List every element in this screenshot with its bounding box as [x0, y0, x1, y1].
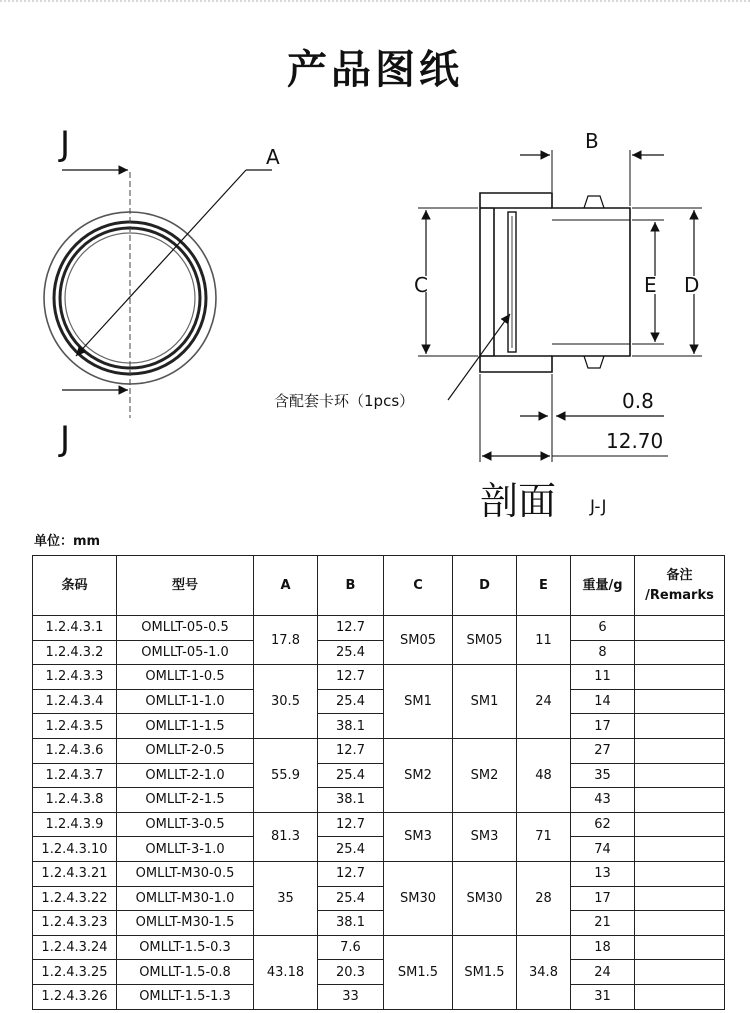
cell-code: 1.2.4.3.4 — [33, 689, 117, 714]
cell-model: OMLLT-2-1.5 — [117, 788, 254, 813]
table-row — [33, 960, 725, 985]
table-row — [33, 714, 725, 739]
cell-weight: 24 — [571, 960, 635, 985]
cell-d: SM05 — [453, 616, 517, 665]
table-row — [33, 911, 725, 936]
header-c: C — [384, 556, 453, 616]
cell-e: 11 — [517, 616, 571, 665]
cell-code: 1.2.4.3.26 — [33, 984, 117, 1009]
dim-label-d: D — [684, 273, 700, 297]
unit-label: 单位：mm — [34, 534, 101, 549]
cell-weight: 35 — [571, 763, 635, 788]
cell-model: OMLLT-M30-0.5 — [117, 861, 254, 886]
cell-model: OMLLT-3-1.0 — [117, 837, 254, 862]
cell-weight: 11 — [571, 665, 635, 690]
cell-model: OMLLT-2-0.5 — [117, 738, 254, 763]
table-row — [33, 665, 725, 690]
cell-b: 12.7 — [318, 861, 384, 886]
cell-remarks — [635, 960, 725, 985]
section-name: J-J — [590, 497, 607, 517]
cell-model: OMLLT-M30-1.5 — [117, 911, 254, 936]
cell-model: OMLLT-1.5-0.3 — [117, 935, 254, 960]
cell-code: 1.2.4.3.23 — [33, 911, 117, 936]
cell-remarks — [635, 763, 725, 788]
dim-label-c: C — [414, 273, 428, 297]
cell-code: 1.2.4.3.22 — [33, 886, 117, 911]
table-row — [33, 886, 725, 911]
cell-d: SM1 — [453, 665, 517, 739]
cell-e: 28 — [517, 861, 571, 935]
section-view — [480, 193, 630, 372]
cell-model: OMLLT-1-1.5 — [117, 714, 254, 739]
cell-model: OMLLT-1-0.5 — [117, 665, 254, 690]
cell-weight: 17 — [571, 714, 635, 739]
cell-model: OMLLT-05-1.0 — [117, 640, 254, 665]
cell-a: 30.5 — [254, 665, 318, 739]
table-row — [33, 738, 725, 763]
table-row — [33, 935, 725, 960]
dim-label-1270: 12.70 — [606, 429, 664, 453]
dim-label-08: 0.8 — [622, 389, 654, 413]
cell-c: SM30 — [384, 861, 453, 935]
cell-code: 1.2.4.3.21 — [33, 861, 117, 886]
cell-c: SM3 — [384, 812, 453, 861]
header-code: 条码 — [33, 556, 117, 616]
cell-a: 35 — [254, 861, 318, 935]
cell-a: 55.9 — [254, 738, 318, 812]
cell-e: 48 — [517, 738, 571, 812]
cell-code: 1.2.4.3.1 — [33, 616, 117, 641]
cell-remarks — [635, 640, 725, 665]
cell-weight: 13 — [571, 861, 635, 886]
front-view — [44, 170, 272, 418]
cell-b: 12.7 — [318, 616, 384, 641]
cell-remarks — [635, 616, 725, 641]
cell-c: SM2 — [384, 738, 453, 812]
cell-b: 25.4 — [318, 640, 384, 665]
header-e: E — [517, 556, 571, 616]
cell-model: OMLLT-1-1.0 — [117, 689, 254, 714]
cell-remarks — [635, 714, 725, 739]
cell-b: 38.1 — [318, 788, 384, 813]
cell-weight: 8 — [571, 640, 635, 665]
cell-e: 71 — [517, 812, 571, 861]
header-remarks-cn: 备注 — [666, 567, 693, 583]
header-a: A — [254, 556, 318, 616]
cell-code: 1.2.4.3.10 — [33, 837, 117, 862]
cell-d: SM3 — [453, 812, 517, 861]
cell-d: SM30 — [453, 861, 517, 935]
cell-model: OMLLT-M30-1.0 — [117, 886, 254, 911]
cell-c: SM1 — [384, 665, 453, 739]
cell-remarks — [635, 984, 725, 1009]
cell-a: 81.3 — [254, 812, 318, 861]
table-row — [33, 861, 725, 886]
table-row — [33, 788, 725, 813]
cell-code: 1.2.4.3.3 — [33, 665, 117, 690]
cell-b: 20.3 — [318, 960, 384, 985]
cell-b: 12.7 — [318, 812, 384, 837]
header-weight: 重量/g — [571, 556, 635, 616]
cell-d: SM1.5 — [453, 935, 517, 1009]
section-mark-top: J — [60, 124, 71, 164]
cell-code: 1.2.4.3.24 — [33, 935, 117, 960]
cell-code: 1.2.4.3.9 — [33, 812, 117, 837]
section-title: 剖面 — [480, 479, 557, 523]
cell-b: 25.4 — [318, 763, 384, 788]
table-header-row — [33, 556, 725, 616]
cell-weight: 17 — [571, 886, 635, 911]
table-row — [33, 984, 725, 1009]
cell-code: 1.2.4.3.7 — [33, 763, 117, 788]
cell-code: 1.2.4.3.2 — [33, 640, 117, 665]
header-remarks — [635, 556, 725, 616]
table-row — [33, 616, 725, 641]
cell-model: OMLLT-2-1.0 — [117, 763, 254, 788]
cell-model: OMLLT-05-0.5 — [117, 616, 254, 641]
cell-b: 7.6 — [318, 935, 384, 960]
cell-remarks — [635, 935, 725, 960]
cell-b: 12.7 — [318, 738, 384, 763]
header-b: B — [318, 556, 384, 616]
header-remarks-en: /Remarks — [645, 587, 714, 603]
cell-d: SM2 — [453, 738, 517, 812]
cell-b: 33 — [318, 984, 384, 1009]
dim-label-b: B — [585, 129, 599, 153]
spec-table — [32, 555, 725, 1010]
cell-b: 38.1 — [318, 714, 384, 739]
cell-weight: 31 — [571, 984, 635, 1009]
cell-code: 1.2.4.3.8 — [33, 788, 117, 813]
cell-weight: 6 — [571, 616, 635, 641]
dim-label-e: E — [644, 273, 657, 297]
cell-remarks — [635, 886, 725, 911]
cell-remarks — [635, 812, 725, 837]
cell-remarks — [635, 911, 725, 936]
cell-remarks — [635, 861, 725, 886]
table-row — [33, 689, 725, 714]
cell-a: 43.18 — [254, 935, 318, 1009]
cell-b: 25.4 — [318, 886, 384, 911]
cell-remarks — [635, 665, 725, 690]
cell-remarks — [635, 689, 725, 714]
cell-model: OMLLT-3-0.5 — [117, 812, 254, 837]
table-row — [33, 763, 725, 788]
page-title: 产品图纸 — [287, 47, 463, 93]
technical-drawing — [0, 100, 750, 525]
cell-weight: 27 — [571, 738, 635, 763]
cell-model: OMLLT-1.5-1.3 — [117, 984, 254, 1009]
cell-c: SM05 — [384, 616, 453, 665]
top-divider — [0, 0, 750, 16]
table-row — [33, 837, 725, 862]
cell-remarks — [635, 738, 725, 763]
table-row — [33, 812, 725, 837]
cell-b: 25.4 — [318, 689, 384, 714]
header-d: D — [453, 556, 517, 616]
cell-code: 1.2.4.3.5 — [33, 714, 117, 739]
cell-b: 38.1 — [318, 911, 384, 936]
cell-c: SM1.5 — [384, 935, 453, 1009]
cell-weight: 18 — [571, 935, 635, 960]
cell-a: 17.8 — [254, 616, 318, 665]
cell-code: 1.2.4.3.25 — [33, 960, 117, 985]
section-mark-bottom: J — [60, 419, 71, 459]
cell-b: 12.7 — [318, 665, 384, 690]
cell-e: 34.8 — [517, 935, 571, 1009]
cell-remarks — [635, 788, 725, 813]
cell-weight: 21 — [571, 911, 635, 936]
cell-weight: 14 — [571, 689, 635, 714]
cell-weight: 43 — [571, 788, 635, 813]
cell-b: 25.4 — [318, 837, 384, 862]
cell-weight: 62 — [571, 812, 635, 837]
cell-weight: 74 — [571, 837, 635, 862]
header-model: 型号 — [117, 556, 254, 616]
dim-label-a: A — [266, 145, 280, 169]
cell-model: OMLLT-1.5-0.8 — [117, 960, 254, 985]
cell-remarks — [635, 837, 725, 862]
cell-e: 24 — [517, 665, 571, 739]
table-row — [33, 640, 725, 665]
cell-code: 1.2.4.3.6 — [33, 738, 117, 763]
ring-callout: 含配套卡环（1pcs） — [274, 392, 415, 410]
